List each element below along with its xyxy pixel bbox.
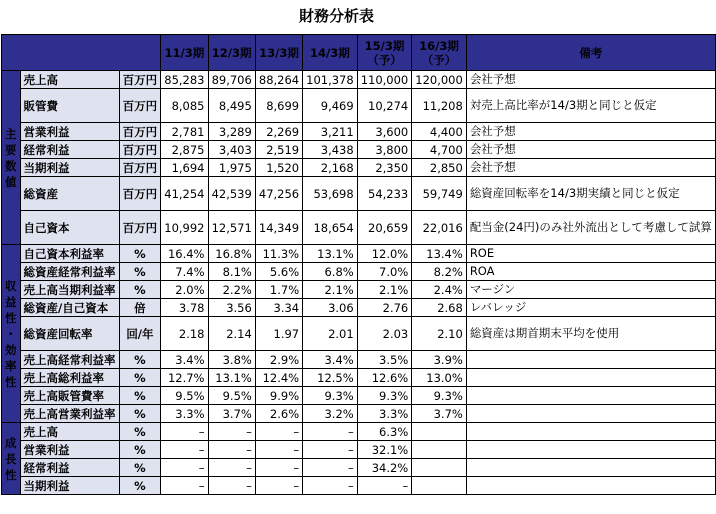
row-unit: 回/年	[119, 317, 161, 351]
value-cell: –	[357, 477, 412, 495]
row-label: 営業利益	[20, 123, 119, 141]
value-cell: 53,698	[303, 177, 358, 211]
value-cell: 14,349	[255, 211, 302, 245]
row-unit: %	[119, 281, 161, 299]
row-unit: %	[119, 387, 161, 405]
value-cell: 3,438	[303, 141, 358, 159]
header-notes: 備考	[466, 35, 715, 71]
row-label: 総資産経常利益率	[20, 263, 119, 281]
table-row	[2, 405, 716, 423]
financial-table	[1, 34, 716, 495]
header-col-2: 13/3期	[255, 35, 302, 71]
note-cell: ROE	[466, 245, 715, 263]
value-cell: 2.18	[161, 317, 208, 351]
value-cell: –	[303, 441, 358, 459]
value-cell: 3.06	[303, 299, 358, 317]
value-cell: 10,274	[357, 89, 412, 123]
header-col-5	[412, 35, 467, 71]
value-cell	[412, 477, 467, 495]
note-cell	[466, 477, 715, 495]
value-cell: 8,699	[255, 89, 302, 123]
value-cell: 3.78	[161, 299, 208, 317]
value-cell: 2,875	[161, 141, 208, 159]
value-cell: 2.68	[412, 299, 467, 317]
value-cell: –	[255, 441, 302, 459]
value-cell: 1.97	[255, 317, 302, 351]
value-cell: 9.5%	[161, 387, 208, 405]
row-unit: 倍	[119, 299, 161, 317]
table-row	[2, 369, 716, 387]
group-label: 成 長 性	[2, 423, 21, 495]
row-label: 売上高	[20, 423, 119, 441]
value-cell: 2.1%	[357, 281, 412, 299]
note-cell	[466, 459, 715, 477]
value-cell: 20,659	[357, 211, 412, 245]
value-cell: 11,208	[412, 89, 467, 123]
value-cell: 12,571	[208, 211, 255, 245]
row-unit: %	[119, 369, 161, 387]
value-cell: 88,264	[255, 71, 302, 89]
row-unit: %	[119, 245, 161, 263]
value-cell: 5.6%	[255, 263, 302, 281]
value-cell: –	[208, 423, 255, 441]
value-cell: 7.0%	[357, 263, 412, 281]
table-row	[2, 387, 716, 405]
row-label: 経常利益	[20, 141, 119, 159]
value-cell: –	[303, 423, 358, 441]
value-cell: 101,378	[303, 71, 358, 89]
row-label: 当期利益	[20, 159, 119, 177]
row-label: 当期利益	[20, 477, 119, 495]
value-cell: 3.56	[208, 299, 255, 317]
value-cell: 2,168	[303, 159, 358, 177]
row-label: 売上高当期利益率	[20, 281, 119, 299]
value-cell: 12.0%	[357, 245, 412, 263]
value-cell: 4,700	[412, 141, 467, 159]
note-cell: 配当金(24円)のみ社外流出として考慮して試算	[466, 211, 715, 245]
value-cell: 9.3%	[412, 387, 467, 405]
value-cell: –	[161, 459, 208, 477]
table-row	[2, 159, 716, 177]
table-row	[2, 263, 716, 281]
note-cell: 会社予想	[466, 159, 715, 177]
value-cell: 3,403	[208, 141, 255, 159]
header-col-4-line-0: 15/3期	[364, 38, 405, 53]
value-cell: 12.6%	[357, 369, 412, 387]
value-cell: –	[255, 423, 302, 441]
value-cell: 3.4%	[161, 351, 208, 369]
value-cell: 42,539	[208, 177, 255, 211]
value-cell: 2.9%	[255, 351, 302, 369]
value-cell: 1,694	[161, 159, 208, 177]
table-row	[2, 441, 716, 459]
row-unit: %	[119, 423, 161, 441]
row-unit: %	[119, 477, 161, 495]
value-cell: 2.2%	[208, 281, 255, 299]
value-cell: –	[161, 441, 208, 459]
value-cell	[412, 423, 467, 441]
value-cell: 3,600	[357, 123, 412, 141]
table-row	[2, 299, 716, 317]
value-cell: 1,975	[208, 159, 255, 177]
value-cell: 3.7%	[208, 405, 255, 423]
note-cell: 会社予想	[466, 141, 715, 159]
row-label: 売上高販管費率	[20, 387, 119, 405]
row-label: 売上高経常利益率	[20, 351, 119, 369]
value-cell: 22,016	[412, 211, 467, 245]
value-cell: –	[161, 423, 208, 441]
value-cell: 13.4%	[412, 245, 467, 263]
value-cell: 2,519	[255, 141, 302, 159]
value-cell: –	[303, 477, 358, 495]
row-label: 販管費	[20, 89, 119, 123]
table-body	[2, 71, 716, 495]
note-cell	[466, 441, 715, 459]
note-cell: 総資産は期首期末平均を使用	[466, 317, 715, 351]
value-cell: 34.2%	[357, 459, 412, 477]
value-cell: 12.7%	[161, 369, 208, 387]
value-cell: 2.10	[412, 317, 467, 351]
table-row	[2, 317, 716, 351]
table-row	[2, 71, 716, 89]
note-cell	[466, 423, 715, 441]
row-unit: 百万円	[119, 159, 161, 177]
value-cell: 32.1%	[357, 441, 412, 459]
page-title: 財務分析表	[298, 7, 374, 25]
value-cell: 2.6%	[255, 405, 302, 423]
value-cell: 9.5%	[208, 387, 255, 405]
header-col-4	[357, 35, 412, 71]
value-cell: 4,400	[412, 123, 467, 141]
value-cell: 2.01	[303, 317, 358, 351]
value-cell: 110,000	[357, 71, 412, 89]
row-label: 売上高総利益率	[20, 369, 119, 387]
value-cell: 3,800	[357, 141, 412, 159]
row-unit: 百万円	[119, 89, 161, 123]
row-unit: %	[119, 263, 161, 281]
value-cell	[412, 441, 467, 459]
table-row	[2, 211, 716, 245]
value-cell: 12.4%	[255, 369, 302, 387]
value-cell: 3,289	[208, 123, 255, 141]
header-col-5-line-0: 16/3期	[419, 38, 459, 53]
value-cell: 8,085	[161, 89, 208, 123]
row-label: 自己資本	[20, 211, 119, 245]
table-row	[2, 351, 716, 369]
value-cell: 3.2%	[303, 405, 358, 423]
value-cell: 2.14	[208, 317, 255, 351]
value-cell: 3.9%	[412, 351, 467, 369]
header-blank	[2, 35, 161, 71]
value-cell: 1.7%	[255, 281, 302, 299]
group-label: 収 益 性 ・ 効 率 性	[2, 245, 21, 423]
value-cell: 9.3%	[303, 387, 358, 405]
value-cell: 2.76	[357, 299, 412, 317]
value-cell: 8.2%	[412, 263, 467, 281]
value-cell: 16.4%	[161, 245, 208, 263]
row-label: 売上高営業利益率	[20, 405, 119, 423]
value-cell: 6.3%	[357, 423, 412, 441]
row-label: 総資産/自己資本	[20, 299, 119, 317]
note-cell: 総資産回転率を14/3期実績と同じと仮定	[466, 177, 715, 211]
value-cell: 2.03	[357, 317, 412, 351]
value-cell: –	[208, 441, 255, 459]
row-unit: 百万円	[119, 177, 161, 211]
value-cell: 2.0%	[161, 281, 208, 299]
value-cell: 8.1%	[208, 263, 255, 281]
value-cell: 89,706	[208, 71, 255, 89]
value-cell: 1,520	[255, 159, 302, 177]
row-unit: %	[119, 351, 161, 369]
value-cell: 9.3%	[357, 387, 412, 405]
value-cell: 11.3%	[255, 245, 302, 263]
value-cell: 12.5%	[303, 369, 358, 387]
table-row	[2, 89, 716, 123]
table-row	[2, 123, 716, 141]
note-cell: 会社予想	[466, 71, 715, 89]
value-cell: 10,992	[161, 211, 208, 245]
value-cell: 2,850	[412, 159, 467, 177]
value-cell: 3,211	[303, 123, 358, 141]
value-cell: 3.34	[255, 299, 302, 317]
note-cell: マージン	[466, 281, 715, 299]
row-unit: %	[119, 441, 161, 459]
value-cell: 41,254	[161, 177, 208, 211]
row-label: 売上高	[20, 71, 119, 89]
note-cell: 対売上高比率が14/3期と同じと仮定	[466, 89, 715, 123]
row-label: 経常利益	[20, 459, 119, 477]
value-cell: 2.1%	[303, 281, 358, 299]
row-label: 自己資本利益率	[20, 245, 119, 263]
note-cell	[466, 369, 715, 387]
table-row	[2, 281, 716, 299]
value-cell: 2,269	[255, 123, 302, 141]
value-cell: –	[255, 459, 302, 477]
note-cell: 会社予想	[466, 123, 715, 141]
value-cell: 8,495	[208, 89, 255, 123]
row-unit: 百万円	[119, 211, 161, 245]
value-cell: 3.7%	[412, 405, 467, 423]
value-cell: 54,233	[357, 177, 412, 211]
value-cell: 18,654	[303, 211, 358, 245]
note-cell	[466, 351, 715, 369]
value-cell: –	[255, 477, 302, 495]
value-cell: 16.8%	[208, 245, 255, 263]
value-cell: 13.1%	[208, 369, 255, 387]
row-unit: %	[119, 459, 161, 477]
value-cell: 3.4%	[303, 351, 358, 369]
table-row	[2, 459, 716, 477]
value-cell: 3.3%	[357, 405, 412, 423]
table-row	[2, 177, 716, 211]
value-cell: 120,000	[412, 71, 467, 89]
value-cell: –	[161, 477, 208, 495]
value-cell: 85,283	[161, 71, 208, 89]
table-row	[2, 245, 716, 263]
header-row	[2, 35, 716, 71]
header-col-4-line-1: （予）	[367, 52, 402, 67]
value-cell: 2,781	[161, 123, 208, 141]
value-cell: 3.3%	[161, 405, 208, 423]
row-unit: 百万円	[119, 71, 161, 89]
value-cell: 13.0%	[412, 369, 467, 387]
header-col-0: 11/3期	[161, 35, 208, 71]
value-cell	[412, 459, 467, 477]
value-cell: –	[303, 459, 358, 477]
header-col-5-line-1: （予）	[421, 52, 457, 67]
value-cell: 13.1%	[303, 245, 358, 263]
value-cell: 3.5%	[357, 351, 412, 369]
row-unit: 百万円	[119, 123, 161, 141]
row-label: 総資産回転率	[20, 317, 119, 351]
row-unit: 百万円	[119, 141, 161, 159]
value-cell: 2,350	[357, 159, 412, 177]
value-cell: 2.4%	[412, 281, 467, 299]
row-unit: %	[119, 405, 161, 423]
table-row	[2, 477, 716, 495]
value-cell: 47,256	[255, 177, 302, 211]
table-row	[2, 423, 716, 441]
note-cell: ROA	[466, 263, 715, 281]
value-cell: –	[208, 477, 255, 495]
row-label: 営業利益	[20, 441, 119, 459]
group-label: 主 要 数 値	[2, 71, 21, 245]
note-cell: レバレッジ	[466, 299, 715, 317]
value-cell: 9.9%	[255, 387, 302, 405]
value-cell: 9,469	[303, 89, 358, 123]
header-col-3: 14/3期	[303, 35, 358, 71]
value-cell: –	[208, 459, 255, 477]
note-cell	[466, 387, 715, 405]
table-row	[2, 141, 716, 159]
header-col-1: 12/3期	[208, 35, 255, 71]
value-cell: 3.8%	[208, 351, 255, 369]
value-cell: 59,749	[412, 177, 467, 211]
note-cell	[466, 405, 715, 423]
value-cell: 7.4%	[161, 263, 208, 281]
row-label: 総資産	[20, 177, 119, 211]
value-cell: 6.8%	[303, 263, 358, 281]
